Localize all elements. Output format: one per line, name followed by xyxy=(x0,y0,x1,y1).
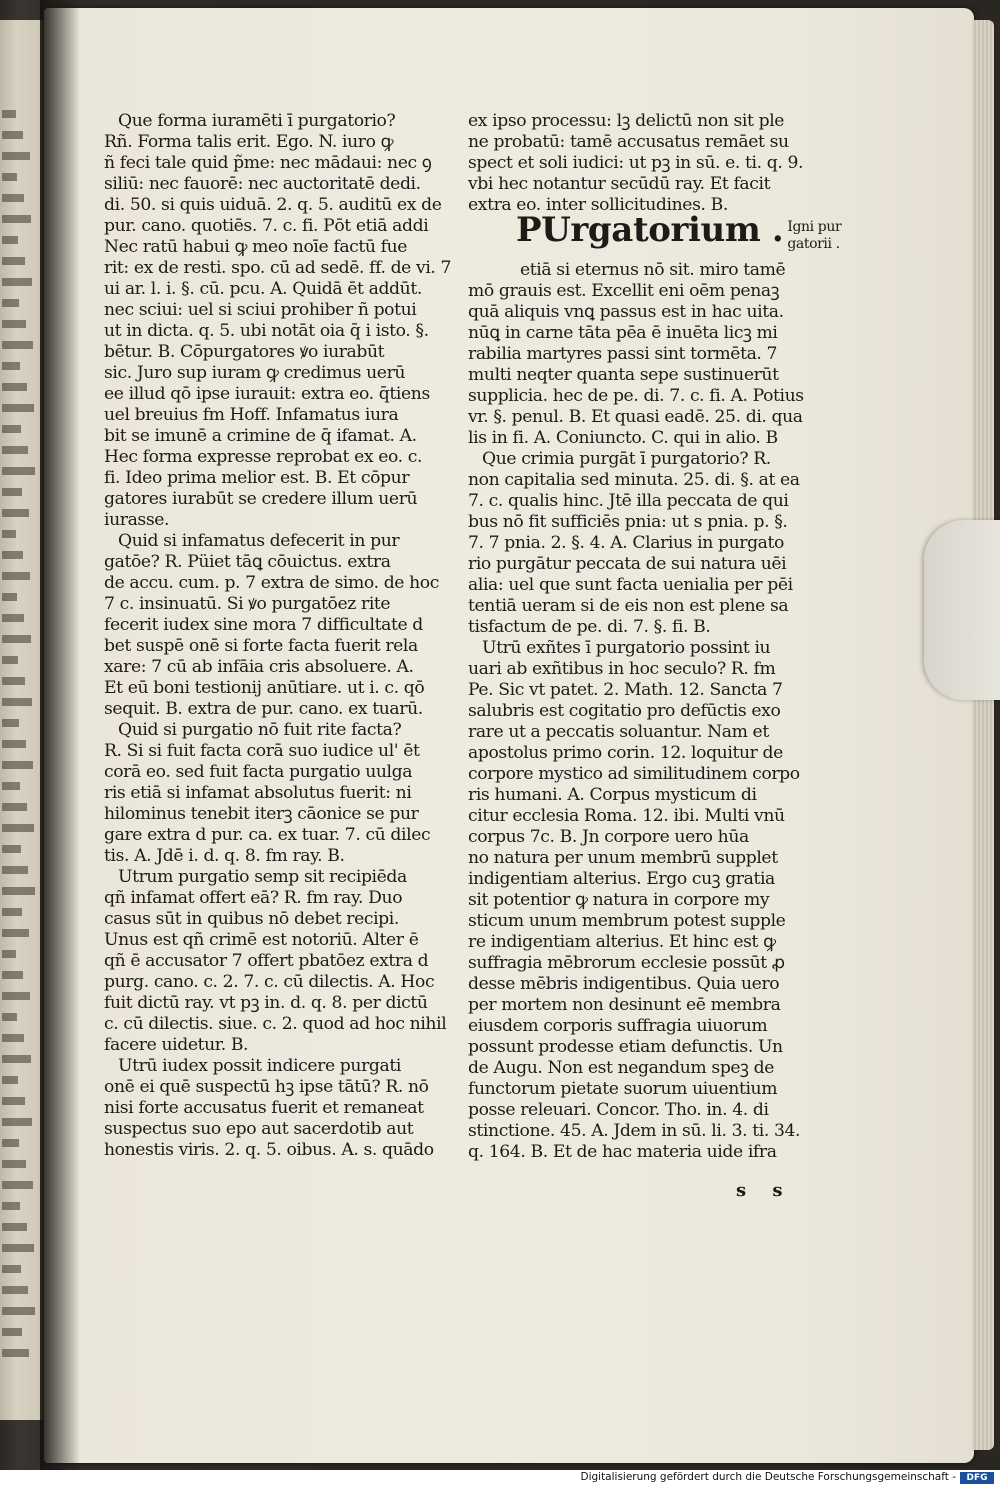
text-line: posse releuari. Concor. Tho. in. 4. di xyxy=(468,1100,769,1120)
previous-page-text-mark xyxy=(2,1181,33,1189)
text-line: facere uidetur. B. xyxy=(104,1035,249,1055)
text-line: alia: uel que sunt facta uenialia per pēi xyxy=(468,575,793,595)
text-line: Hec forma expresse reprobat ex eo. c. xyxy=(104,447,423,467)
previous-page-text-mark xyxy=(2,656,18,664)
text-line: rabilia martyres passi sint tormēta. 7 xyxy=(468,344,778,364)
previous-page-text-mark xyxy=(2,278,32,286)
text-line: Unus est qñ crimē est notoriū. Alter ē xyxy=(104,930,419,950)
text-line: gatōe? R. Püiet tāꝗ cōuictus. extra xyxy=(104,552,391,572)
text-line: stinctione. 45. A. Jdem in sū. li. 3. ti. 34. xyxy=(468,1121,801,1141)
text-line: per mortem non desinunt eē membra xyxy=(468,995,781,1015)
previous-page-text-mark xyxy=(2,320,26,328)
text-line: di. 50. si quis uiduā. 2. q. 5. auditū ex de xyxy=(104,195,442,215)
text-line: tis. A. Jdē i. d. q. 8. fm ray. B. xyxy=(104,846,345,866)
text-line: tisfactum de pe. di. 7. §. fi. B. xyxy=(468,617,711,637)
paper-slip xyxy=(924,520,1000,700)
previous-page-text-mark xyxy=(2,1076,18,1084)
text-line: vr. §. penul. B. Et quasi eadē. 25. di. qua xyxy=(468,407,803,427)
previous-page-text-mark xyxy=(2,362,20,370)
text-line: fecerit iudex sine mora 7 difficultate d xyxy=(104,615,423,635)
previous-page-text-mark xyxy=(2,992,30,1000)
previous-page-text-mark xyxy=(2,341,33,349)
text-line: corpore mystico ad similitudinem corpo xyxy=(468,764,800,784)
previous-page-text-mark xyxy=(2,1139,19,1147)
previous-page-text-mark xyxy=(2,383,27,391)
text-line: qñ infamat offert eā? R. fm ray. Duo xyxy=(104,888,403,908)
text-line: 7 c. insinuatū. Si ꝟo purgatōez rite xyxy=(104,594,391,614)
previous-page-text-mark xyxy=(2,887,35,895)
previous-page-text-mark xyxy=(2,782,20,790)
previous-page-text-mark xyxy=(2,1223,27,1231)
text-line: citur ecclesia Roma. 12. ibi. Multi vnū xyxy=(468,806,785,826)
text-line: no natura per unum membrū supplet xyxy=(468,848,778,868)
previous-page-text-mark xyxy=(2,152,30,160)
section-heading xyxy=(468,210,842,259)
text-line: nūꝗ in carne tāta pēa ē inuēta licꝫ mi xyxy=(468,323,778,343)
previous-page-text-mark xyxy=(2,530,16,538)
text-line: gare extra d pur. ca. ex tuar. 7. cū dilec xyxy=(104,825,431,845)
previous-page-text-mark xyxy=(2,131,23,139)
text-line: ris etiā si infamat absolutus fuerit: ni xyxy=(104,783,412,803)
text-line: fuit dictū ray. vt pꝫ in. d. q. 8. per dictū xyxy=(104,993,428,1013)
previous-page-text-mark xyxy=(2,593,17,601)
text-line: indigentiam alterius. Ergo cuꝫ gratia xyxy=(468,869,775,889)
text-line: q. 164. B. Et de hac materia uide ifra xyxy=(468,1142,777,1162)
text-line: ne probatū: tamē accusatus remāet su xyxy=(468,132,789,152)
text-line: bētur. B. Cōpurgatores ꝟo iurabūt xyxy=(104,342,385,362)
previous-page-text-mark xyxy=(2,404,34,412)
page-stack-edge xyxy=(972,20,994,1450)
text-line: etiā si eternus nō sit. miro tamē xyxy=(520,260,786,280)
previous-page-text-mark xyxy=(2,740,26,748)
previous-page-text-mark xyxy=(2,215,31,223)
text-line: Et eū boni testionij anūtiare. ut i. c. qō xyxy=(104,678,425,698)
text-line: Utrū exñtes ī purgatorio possint iu xyxy=(482,638,771,658)
text-line: 7. 7 pnia. 2. §. 4. A. Clarius in purgato xyxy=(468,533,784,553)
previous-page-edge xyxy=(0,20,44,1420)
previous-page-text-mark xyxy=(2,635,31,643)
text-line: desse mēbris indigentibus. Quia uero xyxy=(468,974,780,994)
text-line: ut in dicta. q. 5. ubi notāt oia q̄ i isto. §. xyxy=(104,321,429,341)
text-line: sic. Juro sup iuram ꝙ credimus uerū xyxy=(104,363,406,383)
previous-page-text-mark xyxy=(2,971,23,979)
previous-page-text-mark xyxy=(2,1118,32,1126)
previous-page-text-mark xyxy=(2,1013,17,1021)
text-line: apostolus primo corin. 12. loquitur de xyxy=(468,743,783,763)
text-line: gatores iurabūt se credere illum uerū xyxy=(104,489,418,509)
previous-page-text-mark xyxy=(2,1034,24,1042)
text-line: quā aliquis vnꝗ passus est in hac uita. xyxy=(468,302,784,322)
previous-page-text-mark xyxy=(2,1349,29,1357)
text-line: ee illud qō ipse iurauit: extra eo. q̄tiens xyxy=(104,384,430,404)
previous-page-text-mark xyxy=(2,677,25,685)
text-line: corā eo. sed fuit facta purgatio uulga xyxy=(104,762,413,782)
text-line: iurasse. xyxy=(104,510,170,530)
text-line: c. cū dilectis. siue. c. 2. quod ad hoc nihil xyxy=(104,1014,447,1034)
text-line: rare ut a peccatis soluantur. Nam et xyxy=(468,722,769,742)
binding-gutter-shadow xyxy=(40,0,80,1470)
text-line: xare: 7 cū ab infāia cris absoluere. A. xyxy=(104,657,414,677)
text-line: fi. Ideo prima melior est. B. Et cōpur xyxy=(104,468,410,488)
text-line: extra eo. inter sollicitudines. B. xyxy=(468,195,728,215)
previous-page-text-mark xyxy=(2,1244,34,1252)
text-line: onē ei quē suspectū hꝫ ipse tātū? R. nō xyxy=(104,1077,429,1097)
text-line: rit: ex de resti. spo. cū ad sedē. ff. de vi. 7 xyxy=(104,258,452,278)
dfg-logo: DFG xyxy=(960,1472,994,1484)
heading-initial: P xyxy=(516,210,542,250)
text-line: purg. cano. c. 2. 7. c. cū dilectis. A. Hoc xyxy=(104,972,435,992)
previous-page-text-mark xyxy=(2,803,27,811)
heading-side-line: gatorii . xyxy=(787,236,840,252)
text-line: possunt prodesse etiam defunctis. Un xyxy=(468,1037,783,1057)
text-line: de Augu. Non est negandum speꝫ de xyxy=(468,1058,775,1078)
text-line: eiusdem corporis suffragia uiuorum xyxy=(468,1016,768,1036)
previous-page-text-mark xyxy=(2,698,32,706)
previous-page-text-mark xyxy=(2,1055,31,1063)
previous-page-text-mark xyxy=(2,1160,26,1168)
previous-page-text-mark xyxy=(2,110,16,118)
text-line: nisi forte accusatus fuerit et remaneat xyxy=(104,1098,424,1118)
text-line: uari ab exñtibus in hoc seculo? R. fm xyxy=(468,659,776,679)
footer-credit: Digitalisierung gefördert durch die Deutsche Forschungsgemeinschaft - xyxy=(580,1471,956,1483)
text-line: hilominus tenebit iterꝫ cāonice se pur xyxy=(104,804,419,824)
text-line: pur. cano. quotiēs. 7. c. fi. Pōt etiā addi xyxy=(104,216,429,236)
text-line: qñ ē accusator 7 offert pbatōez extra d xyxy=(104,951,429,971)
text-line: sequit. B. extra de pur. cano. ex tuarū. xyxy=(104,699,423,719)
text-line: ex ipso processu: lꝫ delictū non sit ple xyxy=(468,111,785,131)
heading-word: Urgatorium . xyxy=(541,210,784,250)
text-line: 7. c. qualis hinc. Jtē illa peccata de qui xyxy=(468,491,789,511)
text-line: suspectus suo epo aut sacerdotib aut xyxy=(104,1119,414,1139)
text-line: Utrū iudex possit indicere purgati xyxy=(118,1056,401,1076)
previous-page-text-mark xyxy=(2,425,21,433)
text-line: vbi hec notantur secūdū ray. Et facit xyxy=(468,174,771,194)
text-line: Que crimia purgāt ī purgatorio? R. xyxy=(482,449,771,469)
previous-page-text-mark xyxy=(2,446,28,454)
previous-page-text-mark xyxy=(2,173,17,181)
text-line: supplicia. hec de pe. di. 7. c. fi. A. Potius xyxy=(468,386,804,406)
previous-page-text-mark xyxy=(2,194,24,202)
text-line: uel breuius fm Hoff. Infamatus iura xyxy=(104,405,399,425)
previous-page-text-mark xyxy=(2,551,23,559)
text-line: ñ feci tale quid p̃me: nec mādaui: nec ꝯ xyxy=(104,153,432,173)
text-line: functorum pietate suorum uiuentium xyxy=(468,1079,778,1099)
previous-page-text-mark xyxy=(2,1265,21,1273)
previous-page-text-mark xyxy=(2,845,21,853)
heading-side-line: Igni pur xyxy=(787,219,842,235)
text-line: non capitalia sed minuta. 25. di. §. at ea xyxy=(468,470,800,490)
text-line: honestis viris. 2. q. 5. oibus. A. s. quādo xyxy=(104,1140,434,1160)
text-line: de accu. cum. p. 7 extra de simo. de hoc xyxy=(104,573,439,593)
text-line: R. Si si fuit facta corā suo iudice ul' ēt xyxy=(104,741,420,761)
text-line: ris humani. A. Corpus mysticum di xyxy=(468,785,757,805)
text-line: Quid si infamatus defecerit in pur xyxy=(118,531,400,551)
footer-bar xyxy=(0,1470,1000,1486)
text-line: lis in fi. A. Coniuncto. C. qui in alio. B xyxy=(468,428,778,448)
signature-mark: s s xyxy=(736,1180,793,1201)
text-line: tentiā ueram si de eis non est plene sa xyxy=(468,596,789,616)
previous-page-text-mark xyxy=(2,761,33,769)
text-line: bus nō fit sufficiēs pnia: ut s pnia. p. §. xyxy=(468,512,788,532)
text-line: Nec ratū habui ꝙ meo noīe factū fue xyxy=(104,237,408,257)
previous-page-text-mark xyxy=(2,236,18,244)
text-line: Utrum purgatio semp sit recipiēda xyxy=(118,867,407,887)
text-line: salubris est cogitatio pro defūctis exo xyxy=(468,701,781,721)
text-line: multi neqter quanta sepe sustinuerūt xyxy=(468,365,779,385)
text-line: Pe. Sic vt patet. 2. Math. 12. Sancta 7 xyxy=(468,680,783,700)
text-line: nec sciui: uel si sciui prohiber ñ potui xyxy=(104,300,417,320)
previous-page-text-mark xyxy=(2,488,22,496)
text-line: re indigentiam alterius. Et hinc est ꝙ xyxy=(468,932,776,952)
text-line: Quid si purgatio nō fuit rite facta? xyxy=(118,720,402,740)
text-line: suffragia mēbrorum ecclesie possūt ꝓ xyxy=(468,953,785,973)
previous-page-text-mark xyxy=(2,719,19,727)
text-line: spect et soli iudici: ut pꝫ in sū. e. ti. q. 9. xyxy=(468,153,804,173)
previous-page-text-mark xyxy=(2,950,16,958)
text-line: casus sūt in quibus nō debet recipi. xyxy=(104,909,399,929)
text-line: rio purgātur peccata de sui natura uēi xyxy=(468,554,787,574)
previous-page-text-mark xyxy=(2,614,24,622)
heading-side-text xyxy=(787,219,841,253)
previous-page-text-mark xyxy=(2,866,28,874)
previous-page-text-mark xyxy=(2,467,35,475)
text-line: ui ar. l. i. §. cū. pcu. A. Quidā ēt addūt. xyxy=(104,279,422,299)
text-line: Rñ. Forma talis erit. Ego. N. iuro ꝙ xyxy=(104,132,394,152)
previous-page-text-mark xyxy=(2,908,22,916)
previous-page-text-mark xyxy=(2,257,25,265)
text-line: siliū: nec fauorē: nec auctoritatē dedi. xyxy=(104,174,421,194)
text-line: Que forma iuramēti ī purgatorio? xyxy=(118,111,396,131)
previous-page-text-mark xyxy=(2,1286,28,1294)
previous-page-text-mark xyxy=(2,1328,22,1336)
previous-page-text-mark xyxy=(2,929,29,937)
previous-page-text-mark xyxy=(2,824,34,832)
text-line: corpus 7c. B. Jn corpore uero hūa xyxy=(468,827,749,847)
text-line: sticum unum membrum potest supple xyxy=(468,911,786,931)
previous-page-text-mark xyxy=(2,1202,20,1210)
text-line: sit potentior ꝙ natura in corpore my xyxy=(468,890,770,910)
text-line: mō grauis est. Excellit eni oēm penaꝫ xyxy=(468,281,780,301)
text-line: bet suspē onē si forte facta fuerit rela xyxy=(104,636,418,656)
previous-page-text-mark xyxy=(2,1307,35,1315)
previous-page-text-mark xyxy=(2,299,19,307)
previous-page-text-mark xyxy=(2,572,30,580)
previous-page-text-mark xyxy=(2,1097,25,1105)
previous-page-text-mark xyxy=(2,509,29,517)
text-line: bit se imunē a crimine de q̄ ifamat. A. xyxy=(104,426,417,446)
